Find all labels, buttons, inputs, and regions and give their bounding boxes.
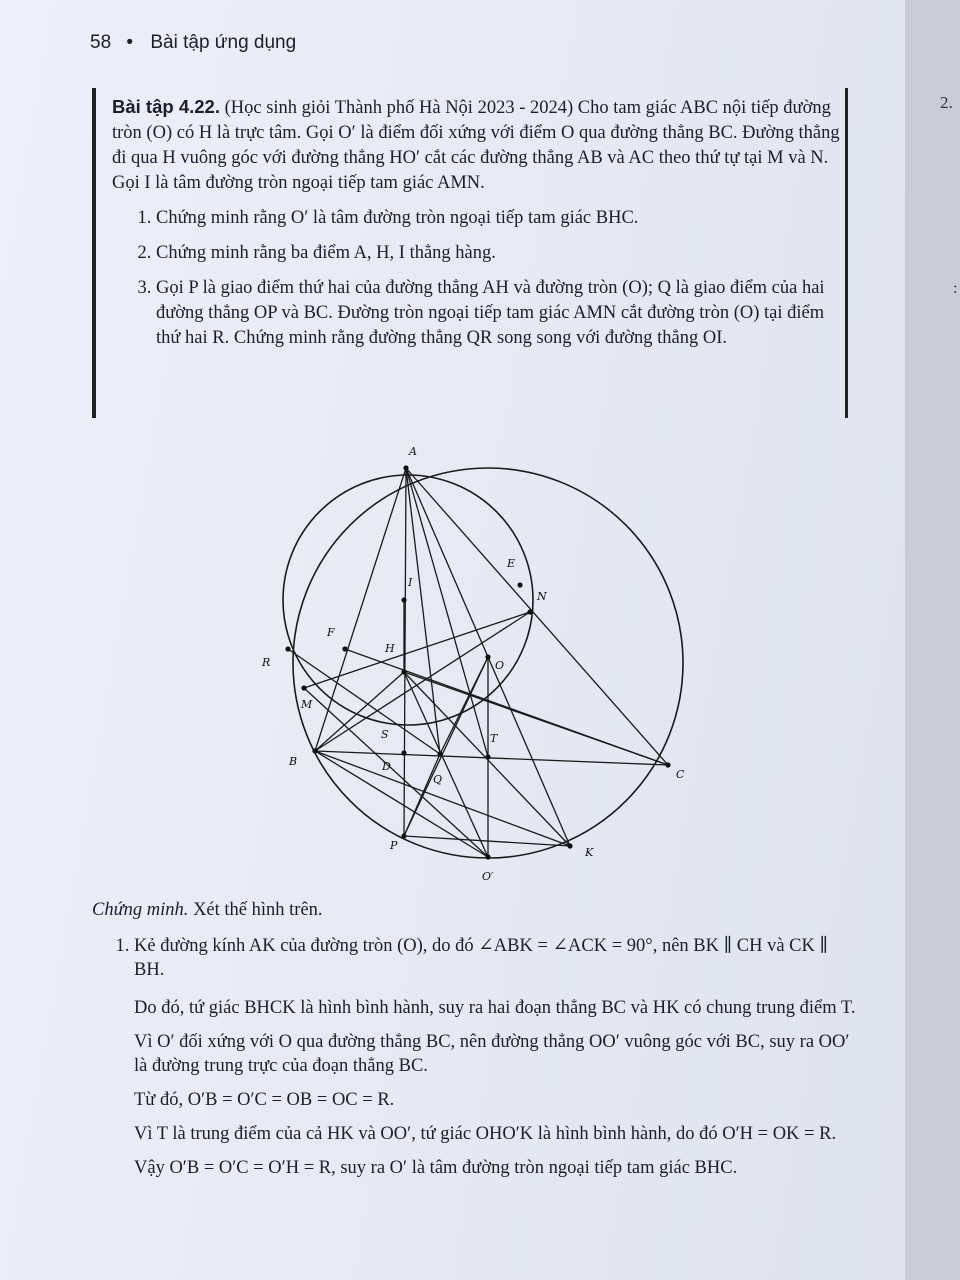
proof-paragraph: Vì T là trung điểm của cả HK và OO′, tứ giác OHO′K là hình bình hành, do đó O′H = OK = R. [134, 1124, 837, 1144]
label-F: F [327, 626, 335, 639]
label-H: H [385, 642, 395, 655]
label-N: N [537, 590, 547, 603]
exercise-statement [112, 94, 845, 196]
label-O: O [495, 659, 505, 672]
proof-section [92, 898, 862, 1190]
next-page-mark: : [953, 280, 958, 297]
label-O-prime: O′ [482, 870, 494, 883]
label-I: I [408, 576, 413, 589]
proof-paragraph: Vì O′ đối xứng với O qua đường thẳng BC, nên đường thẳng OO′ vuông góc với BC, suy ra OO′ là đường trung trực của đoạn thẳng BC. [134, 1032, 850, 1076]
proof-paragraph: Do đó, tứ giác BHCK là hình bình hành, suy ra hai đoạn thẳng BC và HK có chung trung điểm T. [134, 998, 856, 1018]
exercise-box [92, 88, 848, 418]
circle-I [283, 475, 533, 725]
header-bullet: • [126, 32, 134, 53]
label-A: A [409, 445, 417, 458]
proof-paragraph: Từ đó, O′B = O′C = OB = OC = R. [134, 1090, 395, 1110]
next-page-edge [905, 0, 960, 1280]
exercise-text: Cho tam giác ABC nội tiếp đường tròn (O) có H là trực tâm. Gọi O′ là điểm đối xứng với điểm O qua đường thẳng BC. Đường thẳng đi qua H vuông góc với đường thẳng HO′ cắt các đường thẳng AB và AC theo thứ tự tại M và N. Gọi I là tâm đường tròn ngoại tiếp tam giác AMN. [112, 98, 840, 193]
exercise-item: 3. Gọi P là giao điểm thứ hai của đường thẳng AH và đường tròn (O); Q là giao điểm của hai đường thẳng OP và BC. Đường tròn ngoại tiếp tam giác AMN cắt đường tròn (O) tại điểm thứ hai R. Chứng minh rằng đường thẳng QR song song với đường thẳng OI. [156, 276, 845, 351]
label-T: T [490, 732, 498, 745]
proof-paragraph: Vậy O′B = O′C = O′H = R, suy ra O′ là tâm đường tròn ngoại tiếp tam giác BHC. [134, 1158, 738, 1178]
page-number: 58 [90, 32, 112, 53]
proof-item-1 [134, 934, 862, 1180]
proof-intro: Xét thế hình trên. [193, 900, 323, 920]
label-D: D [382, 760, 391, 773]
exercise-title: Bài tập 4.22. [112, 96, 220, 117]
proof-label: Chứng minh. [92, 900, 189, 920]
label-E: E [507, 557, 516, 570]
label-P: P [390, 839, 398, 852]
exercise-source: (Học sinh giỏi Thành phố Hà Nội 2023 - 2024) [224, 98, 574, 118]
label-R: R [262, 656, 271, 669]
exercise-item: 2. Chứng minh rằng ba điểm A, H, I thẳng hàng. [156, 241, 845, 266]
exercise-items [112, 206, 845, 351]
geometry-figure [250, 440, 700, 890]
page-header [90, 32, 296, 54]
label-C: C [676, 768, 685, 781]
label-S: S [381, 728, 389, 741]
proof-paragraph: 1. Kẻ đường kính AK của đường tròn (O), do đó ∠ABK = ∠ACK = 90°, nên BK ∥ CH và CK ∥ BH. [134, 936, 829, 980]
proof-items [92, 934, 862, 1180]
label-M: M [301, 698, 313, 711]
label-Q: Q [433, 773, 443, 786]
proof-heading [92, 898, 862, 922]
exercise-item: 1. Chứng minh rằng O′ là tâm đường tròn ngoại tiếp tam giác BHC. [156, 206, 845, 231]
section-title: Bài tập ứng dụng [150, 32, 297, 53]
next-page-number: 2. [940, 93, 953, 112]
label-B: B [289, 755, 298, 768]
label-K: K [585, 846, 594, 859]
